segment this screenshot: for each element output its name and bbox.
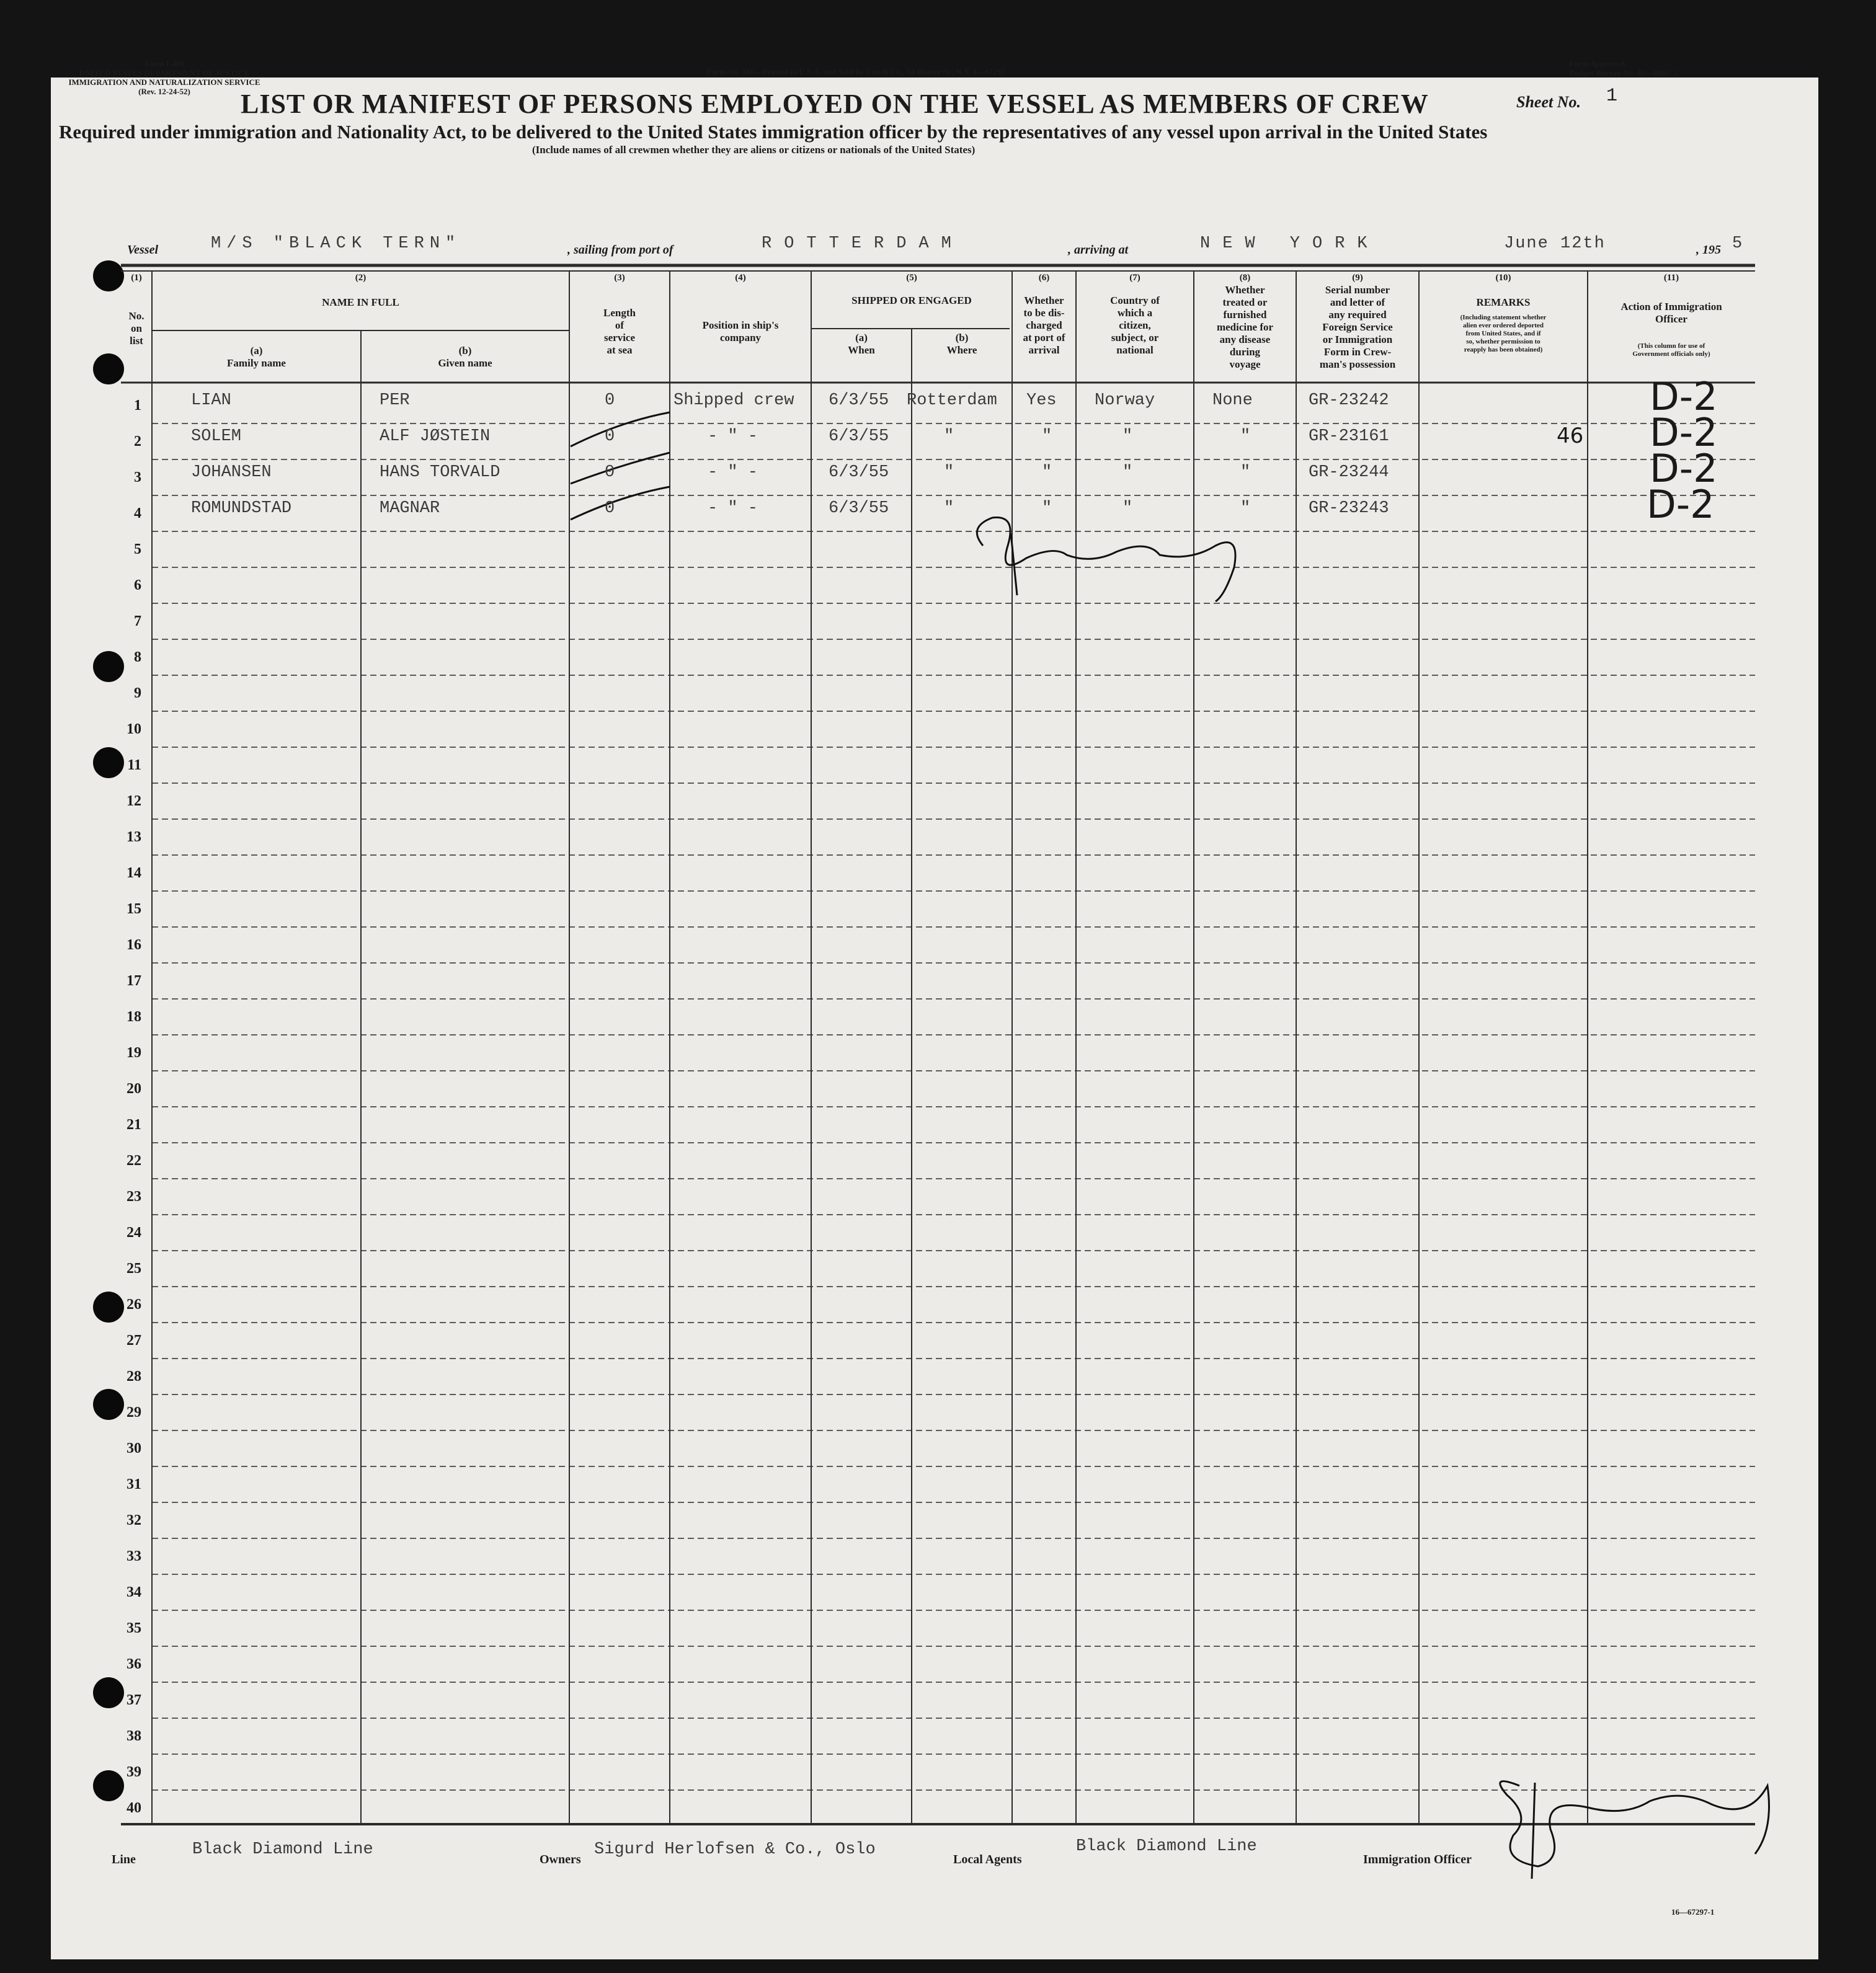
row-number: 26 — [127, 1297, 141, 1313]
header-line: (b) — [458, 345, 472, 357]
header-line: which a — [1117, 307, 1153, 319]
header-line: treated or — [1222, 296, 1268, 308]
row-number: 27 — [127, 1332, 141, 1349]
col-num-8: (8) — [1239, 273, 1251, 283]
form-approved: Form Approved. — [1569, 59, 1627, 68]
medicine-cell: " — [1240, 427, 1251, 446]
when-cell: 6/3/55 — [829, 427, 889, 446]
row-number: 39 — [127, 1764, 141, 1780]
header-line: citizen, — [1119, 319, 1151, 331]
header-line: Whether — [1024, 295, 1064, 306]
position-cell: - " - — [708, 463, 758, 482]
row-number: 28 — [127, 1368, 141, 1385]
year-prefix: , 195 — [1696, 243, 1721, 257]
col-num-9: (9) — [1352, 273, 1363, 283]
owners-label: Owners — [540, 1853, 581, 1866]
row-number: 35 — [127, 1620, 141, 1636]
page-title: LIST OR MANIFEST OF PERSONS EMPLOYED ON THE VESSEL AS MEMBERS OF CREW — [241, 89, 1429, 119]
header-line: Government officials only) — [1632, 350, 1710, 358]
discharged-cell: " — [1042, 463, 1052, 482]
action-cell: D-2 — [1647, 482, 1715, 527]
row-number: 14 — [127, 865, 141, 881]
header-line: list — [130, 335, 143, 347]
arrival-date: June 12th — [1504, 234, 1606, 253]
length-cell: 0 — [605, 391, 615, 410]
header-line: (a) — [855, 332, 868, 344]
serial-cell: GR-23161 — [1309, 427, 1389, 446]
printer-code: 16—67297-1 — [1671, 1907, 1715, 1917]
row-number: 12 — [127, 793, 141, 809]
sheet-label: Sheet No. — [1516, 93, 1581, 111]
header-line: reapply has been obtained) — [1464, 346, 1543, 353]
given-name-cell: PER — [380, 391, 410, 410]
action-cell: D-2 — [1650, 446, 1718, 491]
form-number: Form I-489 — [144, 59, 184, 68]
approval-block — [1569, 59, 1679, 78]
header-line: or Immigration — [1322, 334, 1393, 345]
position-cell: - " - — [708, 499, 758, 518]
header-line: (This column for use of — [1637, 342, 1705, 350]
col-num-5: (5) — [906, 273, 917, 283]
row-number: 24 — [127, 1225, 141, 1241]
vessel-name: M/S "BLACK TERN" — [211, 234, 461, 253]
header-line: No. — [128, 310, 144, 322]
header-line: any required — [1328, 309, 1387, 321]
where-cell: " — [944, 427, 954, 446]
header-line: during — [1229, 346, 1261, 358]
medicine-cell: None — [1212, 391, 1253, 410]
header-no-on-list — [121, 310, 152, 347]
col-num-2: (2) — [355, 273, 367, 283]
header-line: Position in ship's — [702, 319, 779, 331]
row-number: 25 — [127, 1261, 141, 1277]
row-number: 11 — [127, 757, 141, 773]
header-line: subject, or — [1111, 332, 1159, 344]
col-num-4: (4) — [735, 273, 746, 283]
given-name-cell: HANS TORVALD — [380, 463, 500, 482]
where-cell: " — [944, 463, 954, 482]
position-cell: - " - — [708, 427, 758, 446]
row-number: 3 — [134, 469, 141, 485]
row-number: 23 — [127, 1189, 141, 1205]
subtitle: Required under immigration and Nationality Act, to be delivered to the United States immigration officer by the representatives of any vessel upon arrival in the United States — [59, 121, 1488, 143]
header-line: Foreign Service — [1322, 321, 1393, 333]
header-line: so, whether permission to — [1466, 338, 1540, 345]
header-line: Where — [946, 344, 977, 356]
header-line: from United States, and if — [1465, 330, 1541, 337]
col-num-6: (6) — [1038, 273, 1050, 283]
serial-cell: GR-23242 — [1309, 391, 1389, 410]
header-line: furnished — [1223, 309, 1267, 321]
header-line: (b) — [955, 332, 969, 344]
country-cell: " — [1122, 499, 1133, 518]
row-number: 16 — [127, 937, 141, 953]
action-cell: D-2 — [1650, 410, 1718, 455]
header-line: service — [603, 332, 636, 344]
local-agents-label: Local Agents — [953, 1853, 1022, 1866]
when-cell: 6/3/55 — [829, 499, 889, 518]
length-cell: 0 — [605, 427, 615, 446]
row-number: 18 — [127, 1009, 141, 1025]
col-num-3: (3) — [614, 273, 625, 283]
when-cell: 6/3/55 — [829, 391, 889, 410]
row-number: 34 — [127, 1584, 141, 1600]
country-cell: " — [1122, 427, 1133, 446]
header-line: (Including statement whether — [1460, 314, 1547, 321]
header-shipped-or-engaged: SHIPPED OR ENGAGED — [851, 295, 972, 306]
form-id-block — [59, 59, 270, 96]
family-name-cell: SOLEM — [191, 427, 242, 446]
arriving-label: , arriving at — [1068, 243, 1129, 257]
row-number: 10 — [127, 721, 141, 737]
header-line: company — [719, 332, 762, 344]
header-line: and letter of — [1330, 296, 1385, 308]
remarks-cell: 46 — [1557, 423, 1584, 448]
row-number: 17 — [127, 973, 141, 989]
revision: (Rev. 12-24-52) — [138, 87, 190, 96]
header-when — [811, 332, 912, 357]
header-line: Officer — [1655, 313, 1687, 325]
row-number: 20 — [127, 1081, 141, 1097]
row-number: 33 — [127, 1548, 141, 1564]
country-cell: " — [1122, 463, 1133, 482]
header-line: Action of Immigration — [1620, 301, 1722, 313]
family-name-cell: LIAN — [191, 391, 231, 410]
row-number: 32 — [127, 1512, 141, 1528]
immigration-officer-label: Immigration Officer — [1363, 1853, 1472, 1866]
medicine-cell: " — [1240, 463, 1251, 482]
given-name-cell: MAGNAR — [380, 499, 440, 518]
header-action-note — [1588, 342, 1755, 358]
row-number: 21 — [127, 1117, 141, 1133]
where-cell: " — [944, 499, 954, 518]
discharged-cell: " — [1042, 427, 1052, 446]
given-name-cell: ALF JØSTEIN — [380, 427, 491, 446]
where-cell: Rotterdam — [907, 391, 997, 410]
header-line: medicine for — [1216, 321, 1274, 333]
row-number: 2 — [134, 433, 141, 450]
serial-cell: GR-23243 — [1309, 499, 1389, 518]
family-name-cell: JOHANSEN — [191, 463, 272, 482]
row-number: 30 — [127, 1440, 141, 1456]
row-number: 19 — [127, 1045, 141, 1061]
medicine-cell: " — [1240, 499, 1251, 518]
col-num-1: (1) — [131, 273, 142, 283]
discharged-cell: " — [1042, 499, 1052, 518]
header-country — [1076, 295, 1194, 357]
header-line: any disease — [1219, 334, 1271, 345]
when-cell: 6/3/55 — [829, 463, 889, 482]
header-line: Family name — [227, 357, 286, 369]
row-number: 5 — [134, 541, 141, 557]
sailing-label: , sailing from port of — [567, 243, 673, 257]
subnote: (Include names of all crewmen whether they are aliens or citizens or nationals of the United States) — [532, 144, 976, 156]
row-number: 13 — [127, 829, 141, 845]
local-agents-value: Black Diamond Line — [1076, 1837, 1257, 1856]
header-line: When — [848, 344, 875, 356]
owners-value: Sigurd Herlofsen & Co., Oslo — [594, 1840, 876, 1859]
arriving-port: NEW YORK — [1200, 234, 1380, 253]
sheet-number: 1 — [1606, 86, 1618, 107]
row-number: 4 — [134, 505, 141, 521]
service: IMMIGRATION AND NATURALIZATION SERVICE — [68, 78, 260, 87]
row-number: 6 — [134, 577, 141, 593]
position-cell: Shipped crew — [673, 391, 794, 410]
vessel-label: Vessel — [127, 243, 158, 257]
row-number: 31 — [127, 1476, 141, 1492]
row-number: 7 — [134, 613, 141, 629]
row-number: 15 — [127, 901, 141, 917]
header-remarks: REMARKS — [1476, 296, 1531, 308]
header-line: Country of — [1110, 295, 1160, 306]
row-number: 8 — [134, 649, 141, 665]
col-num-10: (10) — [1495, 273, 1511, 283]
header-where — [912, 332, 1012, 357]
family-name-cell: ROMUNDSTAD — [191, 499, 292, 518]
header-length-of-service — [569, 307, 670, 357]
header-line: (a) — [250, 345, 263, 357]
row-number: 40 — [127, 1800, 141, 1816]
serial-cell: GR-23244 — [1309, 463, 1389, 482]
header-line: at port of — [1023, 332, 1065, 344]
header-line: to be dis- — [1023, 307, 1065, 319]
header-name-in-full: NAME IN FULL — [322, 296, 399, 308]
header-action — [1588, 301, 1755, 326]
header-line: Form in Crew- — [1323, 346, 1392, 358]
row-number: 29 — [127, 1404, 141, 1421]
line-value: Black Diamond Line — [192, 1840, 373, 1859]
header-line: national — [1116, 344, 1154, 356]
header-remarks-note — [1419, 314, 1588, 354]
row-number: 37 — [127, 1692, 141, 1708]
country-cell: Norway — [1095, 391, 1155, 410]
header-line: Serial number — [1325, 284, 1390, 296]
header-line: of — [615, 319, 625, 331]
col-num-7: (7) — [1129, 273, 1140, 283]
length-cell: 0 — [605, 463, 615, 482]
header-line: charged — [1026, 319, 1062, 331]
row-number: 38 — [127, 1728, 141, 1744]
length-cell: 0 — [605, 499, 615, 518]
line-label: Line — [112, 1853, 136, 1866]
header-line: man's possession — [1319, 358, 1396, 370]
row-number: 1 — [134, 397, 141, 414]
action-cell: D-2 — [1650, 374, 1718, 419]
header-line: alien ever ordered deported — [1462, 322, 1544, 329]
header-discharged — [1012, 295, 1076, 357]
header-line: arrival — [1028, 344, 1060, 356]
header-line: on — [131, 322, 142, 334]
row-number: 36 — [127, 1656, 141, 1672]
department: UNITED STATES DEPARTMENT OF JUSTICE — [79, 68, 250, 78]
sailing-port: ROTTERDAM — [762, 234, 964, 253]
header-family-name — [152, 345, 361, 370]
header-line: Whether — [1225, 284, 1265, 296]
header-medicine — [1194, 284, 1296, 371]
header-line: voyage — [1229, 358, 1261, 370]
header-position — [670, 319, 811, 344]
row-number: 22 — [127, 1153, 141, 1169]
header-serial-number — [1296, 284, 1419, 371]
col-num-11: (11) — [1663, 273, 1679, 283]
header-given-name — [361, 345, 569, 370]
year-digit: 5 — [1732, 234, 1744, 253]
header-line: Length — [603, 307, 636, 319]
header-line: Given name — [438, 357, 492, 369]
budget-bureau: Budget Bureau No. 43—R065.5. — [1569, 68, 1679, 78]
printer-line: Form No. 136—Printed in U.S.A. and Sold by Unz & Co., 24 Beaver St., N.Y. 4—67297 — [707, 67, 1005, 76]
row-number: 9 — [134, 685, 141, 701]
header-line: at sea — [607, 344, 633, 356]
discharged-cell: Yes — [1026, 391, 1057, 410]
